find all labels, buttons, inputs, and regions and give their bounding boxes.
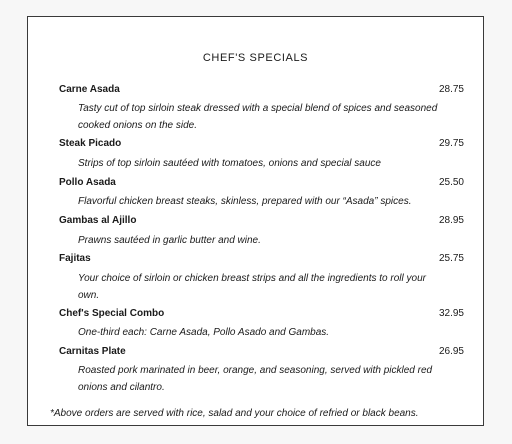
item-description: One-third each: Carne Asada, Pollo Asado and Gambas. <box>78 327 330 338</box>
item-description: Prawns sautéed in garlic butter and wine. <box>78 235 261 246</box>
item-price: 28.95 <box>438 215 464 226</box>
menu-card <box>27 16 484 426</box>
item-price: 28.75 <box>438 84 464 95</box>
item-name: Chef's Special Combo <box>59 308 165 319</box>
item-description: Roasted pork marinated in beer, orange, and seasoning, served with pickled red onions and cilantro. <box>78 365 433 393</box>
item-price: 25.50 <box>438 177 464 188</box>
menu-item-fajitas <box>59 252 464 266</box>
item-price: 29.75 <box>438 138 464 149</box>
item-price: 25.75 <box>438 253 464 264</box>
item-name: Pollo Asada <box>59 177 116 188</box>
menu-item-pollo-asada <box>59 176 464 190</box>
item-description: Strips of top sirloin sautéed with tomatoes, onions and special sauce <box>78 158 381 169</box>
item-description: Tasty cut of top sirloin steak dressed with a special blend of spices and seasoned cooked onions on the side. <box>78 103 438 131</box>
menu-item-chefs-special-combo <box>59 307 464 321</box>
item-name: Fajitas <box>59 253 91 264</box>
item-description: Your choice of sirloin or chicken breast strips and all the ingredients to roll your own. <box>78 273 426 301</box>
item-name: Carnitas Plate <box>59 346 126 357</box>
item-price: 26.95 <box>438 346 464 357</box>
menu-footnote: *Above orders are served with rice, salad and your choice of refried or black beans. <box>50 408 419 419</box>
menu-item-gambas-al-ajillo <box>59 214 464 228</box>
menu-item-carne-asada <box>59 83 464 97</box>
item-name: Carne Asada <box>59 84 120 95</box>
menu-title: CHEF'S SPECIALS <box>202 52 309 64</box>
menu-item-carnitas-plate <box>59 345 464 359</box>
item-price: 32.95 <box>438 308 464 319</box>
item-description: Flavorful chicken breast steaks, skinless, prepared with our “Asada” spices. <box>78 196 412 207</box>
item-name: Gambas al Ajillo <box>59 215 137 226</box>
item-name: Steak Picado <box>59 138 122 149</box>
menu-item-steak-picado <box>59 137 464 151</box>
